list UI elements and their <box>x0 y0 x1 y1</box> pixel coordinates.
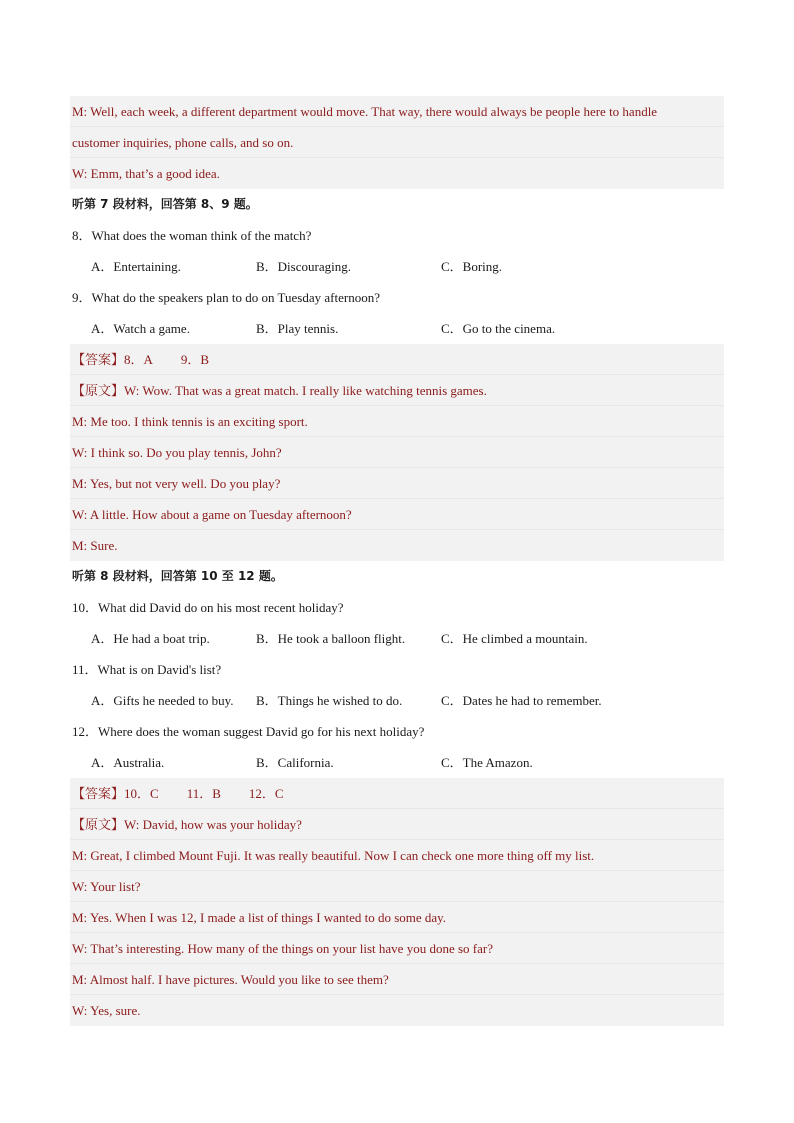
option-a: A．Australia. <box>91 755 165 770</box>
option-b: B．Play tennis. <box>256 321 339 336</box>
source-tag: 【原文】 <box>72 384 125 399</box>
question-options <box>70 623 724 654</box>
transcript-line <box>70 375 724 406</box>
question-text: 8．What does the woman think of the match? <box>72 228 312 243</box>
option-c: C．Dates he had to remember. <box>441 693 602 708</box>
answer-item: 11．B <box>186 786 221 801</box>
section-title: 听第 7 段材料，回答第 8、9 题。 <box>72 197 258 211</box>
transcript-line: customer inquiries, phone calls, and so on. <box>70 127 724 158</box>
option-a: A．He had a boat trip. <box>91 631 210 646</box>
transcript-line: M: Sure. <box>70 530 724 561</box>
option-b: B．Discouraging. <box>256 259 351 274</box>
answer-item: 8．A <box>124 352 153 367</box>
transcript-line: W: Your list? <box>70 871 724 902</box>
transcript-line: M: Me too. I think tennis is an exciting sport. <box>70 406 724 437</box>
transcript-line: M: Well, each week, a different department would move. That way, there would always be people here to handle <box>70 96 724 127</box>
question-options <box>70 313 724 344</box>
option-c: C．Boring. <box>441 259 503 274</box>
answer-tag: 【答案】 <box>72 353 125 368</box>
option-b: B．California. <box>256 755 334 770</box>
question-text: 10．What did David do on his most recent holiday? <box>72 600 344 615</box>
transcript-line <box>70 809 724 840</box>
question-text: 9．What do the speakers plan to do on Tuesday afternoon? <box>72 290 380 305</box>
transcript-line: M: Yes, but not very well. Do you play? <box>70 468 724 499</box>
transcript-line: M: Yes. When I was 12, I made a list of things I wanted to do some day. <box>70 902 724 933</box>
transcript-text: W: Wow. That was a great match. I really like watching tennis games. <box>124 383 487 398</box>
document-page <box>70 96 724 1026</box>
answer-line <box>70 344 724 375</box>
option-b: B．He took a balloon flight. <box>256 631 406 646</box>
option-a: A．Gifts he needed to buy. <box>91 693 234 708</box>
option-b: B．Things he wished to do. <box>256 693 403 708</box>
transcript-line: W: Emm, that’s a good idea. <box>70 158 724 189</box>
option-c: C．He climbed a mountain. <box>441 631 588 646</box>
option-c: C．Go to the cinema. <box>441 321 556 336</box>
transcript-line: W: A little. How about a game on Tuesday afternoon? <box>70 499 724 530</box>
answer-item: 12．C <box>248 786 284 801</box>
question-text: 11．What is on David's list? <box>72 662 222 677</box>
transcript-line: M: Great, I climbed Mount Fuji. It was really beautiful. Now I can check one more thing off my list. <box>70 840 724 871</box>
answer-item: 10．C <box>124 786 159 801</box>
question-text: 12．Where does the woman suggest David go for his next holiday? <box>72 724 425 739</box>
transcript-text: W: David, how was your holiday? <box>124 817 302 832</box>
option-c: C．The Amazon. <box>441 755 533 770</box>
answer-tag: 【答案】 <box>72 787 125 802</box>
question-options <box>70 685 724 716</box>
question-options <box>70 251 724 282</box>
question-options <box>70 747 724 778</box>
transcript-line: W: Yes, sure. <box>70 995 724 1026</box>
section-title: 听第 8 段材料，回答第 10 至 12 题。 <box>72 569 283 583</box>
option-a: A．Watch a game. <box>91 321 190 336</box>
source-tag: 【原文】 <box>72 818 125 833</box>
answer-item: 9．B <box>180 352 210 367</box>
answer-line <box>70 778 724 809</box>
transcript-line: W: I think so. Do you play tennis, John? <box>70 437 724 468</box>
option-a: A．Entertaining. <box>91 259 181 274</box>
transcript-line: M: Almost half. I have pictures. Would you like to see them? <box>70 964 724 995</box>
transcript-line: W: That’s interesting. How many of the things on your list have you done so far? <box>70 933 724 964</box>
